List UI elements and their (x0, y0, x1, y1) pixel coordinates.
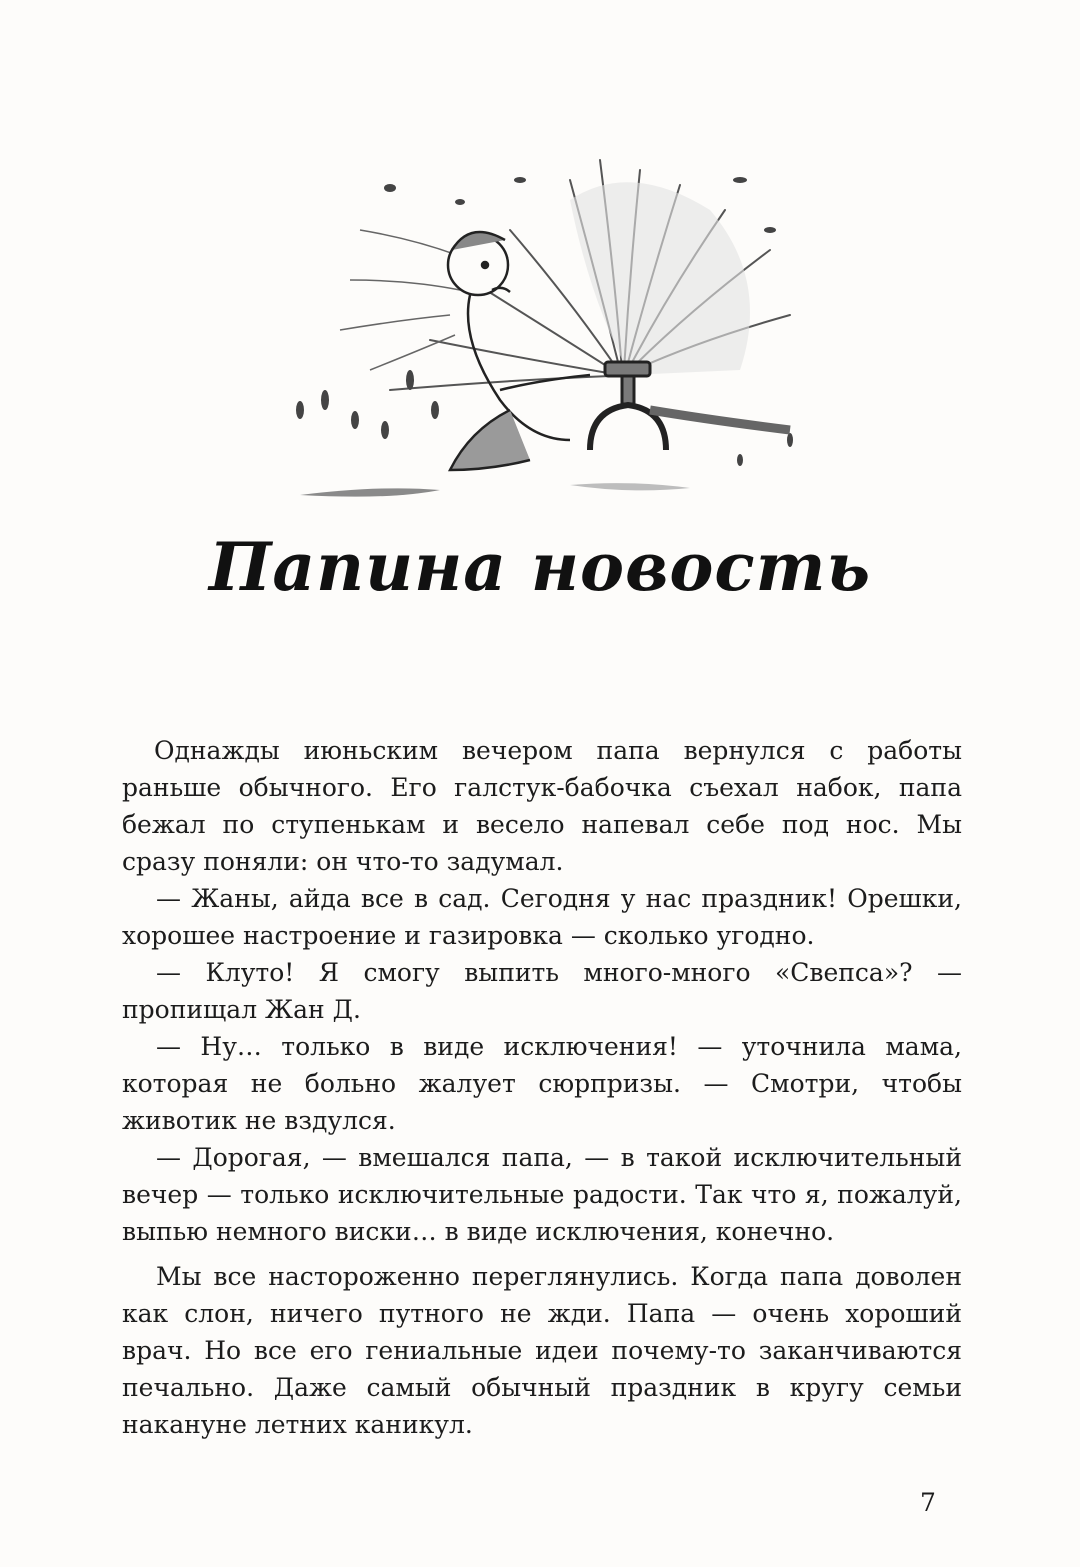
paragraph: Мы все настороженно переглянулись. Когда папа доволен как слон, ничего путного не жди. Папа — очень хороший врач. Но все его гениальные идеи почему-то заканчиваются печально. Даже самый обычный праздник в кругу семьи накануне летних каникул. (122, 1262, 962, 1439)
sprinkler (590, 362, 790, 450)
chapter-illustration (270, 140, 810, 510)
ground-shadow (300, 488, 440, 496)
boy-figure (448, 232, 590, 470)
paragraph: Однажды июньским вечером папа вернулся с работы раньше обычного. Его галстук-бабочка съехал набок, папа бежал по ступенькам и весело напевал себе под нос. Мы сразу поняли: он что-то задумал. (122, 736, 962, 876)
paragraph: — Дорогая, — вмешался папа, — в такой исключительный вечер — только исключительные радости. Так что я, пожалуй, выпью немного виски… в виде исключения, конечно. (122, 1143, 962, 1246)
page-number: 7 (920, 1488, 936, 1517)
paragraph: — Клуто! Я смогу выпить много-много «Свепса»? — пропищал Жан Д. (122, 958, 962, 1024)
paragraph: — Ну… только в виде исключения! — уточнила мама, которая не больно жалует сюрпризы. — Смотри, чтобы животик не вздулся. (122, 1032, 962, 1135)
paragraph: — Жаны, айда все в сад. Сегодня у нас праздник! Орешки, хорошее настроение и газировка — сколько угодно. (122, 884, 962, 950)
ground-shadow-right (570, 483, 690, 490)
spray-wash (570, 182, 750, 375)
body-text (122, 732, 962, 1443)
chapter-title: Папина новость (208, 528, 871, 606)
